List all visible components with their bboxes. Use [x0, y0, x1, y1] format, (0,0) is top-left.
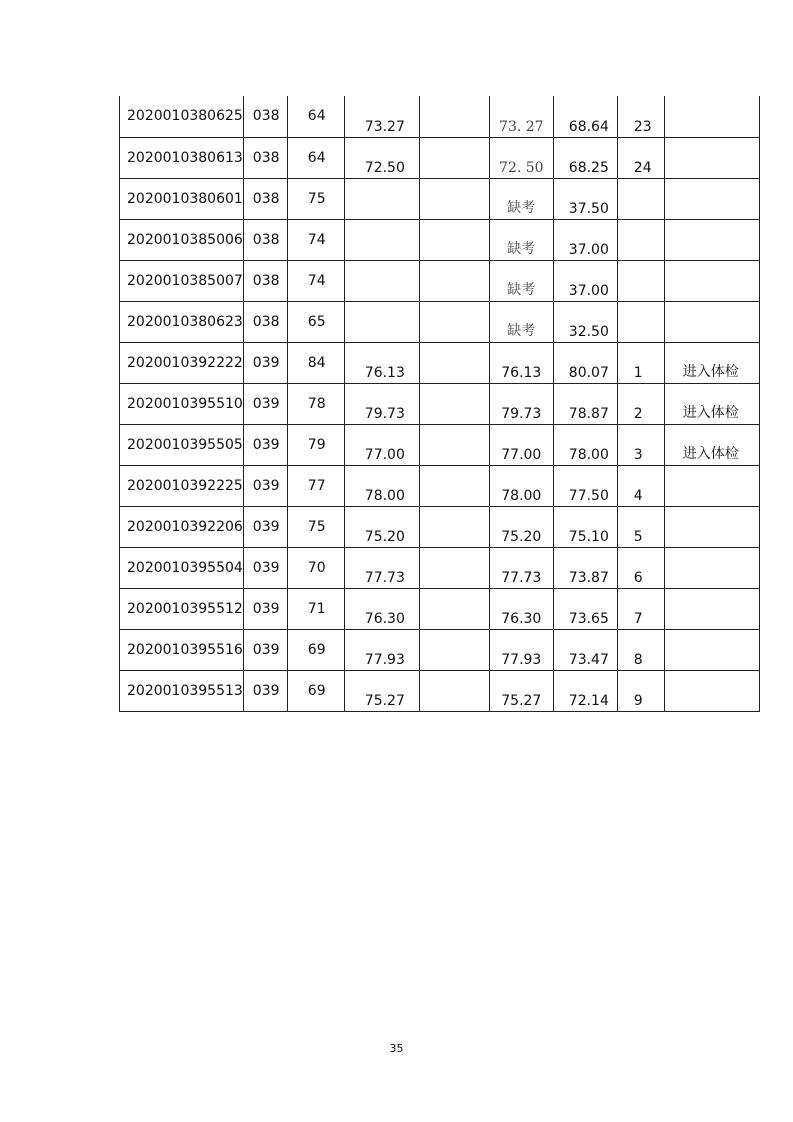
blank-cell — [419, 137, 489, 178]
note-cell — [664, 178, 759, 219]
written-score-cell: 75 — [287, 506, 344, 547]
table-row — [120, 96, 760, 137]
final-interview-score-cell: 缺考 — [489, 178, 553, 219]
rank-cell: 5 — [617, 506, 664, 547]
note-cell — [664, 137, 759, 178]
total-score-cell: 73.65 — [553, 588, 617, 629]
candidate-id-cell: 2020010395516 — [120, 629, 244, 670]
rank-cell: 8 — [617, 629, 664, 670]
rank-cell: 24 — [617, 137, 664, 178]
candidate-id-cell: 2020010395513 — [120, 670, 244, 711]
table-row — [120, 588, 760, 629]
rank-cell: 2 — [617, 383, 664, 424]
final-interview-score-cell: 78.00 — [489, 465, 553, 506]
note-cell: 进入体检 — [664, 424, 759, 465]
interview-score-cell — [344, 301, 419, 342]
final-interview-score-cell: 缺考 — [489, 219, 553, 260]
position-code-cell: 039 — [243, 670, 287, 711]
position-code-cell: 039 — [243, 383, 287, 424]
total-score-cell: 73.87 — [553, 547, 617, 588]
blank-cell — [419, 383, 489, 424]
rank-cell — [617, 260, 664, 301]
total-score-cell: 68.25 — [553, 137, 617, 178]
written-score-cell: 74 — [287, 219, 344, 260]
blank-cell — [419, 588, 489, 629]
blank-cell — [419, 96, 489, 137]
blank-cell — [419, 342, 489, 383]
table-row — [120, 301, 760, 342]
interview-score-cell: 77.73 — [344, 547, 419, 588]
interview-score-cell: 73.27 — [344, 96, 419, 137]
position-code-cell: 038 — [243, 260, 287, 301]
written-score-cell: 79 — [287, 424, 344, 465]
total-score-cell: 37.00 — [553, 260, 617, 301]
total-score-cell: 68.64 — [553, 96, 617, 137]
candidate-id-cell: 2020010392225 — [120, 465, 244, 506]
candidate-id-cell: 2020010395512 — [120, 588, 244, 629]
interview-score-cell: 79.73 — [344, 383, 419, 424]
rank-cell: 3 — [617, 424, 664, 465]
written-score-cell: 70 — [287, 547, 344, 588]
blank-cell — [419, 219, 489, 260]
blank-cell — [419, 670, 489, 711]
position-code-cell: 038 — [243, 219, 287, 260]
note-cell — [664, 670, 759, 711]
position-code-cell: 039 — [243, 342, 287, 383]
interview-score-cell: 76.30 — [344, 588, 419, 629]
note-cell — [664, 506, 759, 547]
position-code-cell: 039 — [243, 629, 287, 670]
blank-cell — [419, 178, 489, 219]
position-code-cell: 038 — [243, 178, 287, 219]
candidate-id-cell: 2020010380601 — [120, 178, 244, 219]
written-score-cell: 69 — [287, 629, 344, 670]
table-row — [120, 178, 760, 219]
interview-score-cell: 75.27 — [344, 670, 419, 711]
final-interview-score-cell: 75.20 — [489, 506, 553, 547]
final-interview-score-cell: 77.00 — [489, 424, 553, 465]
rank-cell: 6 — [617, 547, 664, 588]
note-cell — [664, 629, 759, 670]
position-code-cell: 039 — [243, 588, 287, 629]
total-score-cell: 75.10 — [553, 506, 617, 547]
total-score-cell: 37.00 — [553, 219, 617, 260]
written-score-cell: 64 — [287, 96, 344, 137]
candidate-id-cell: 2020010395505 — [120, 424, 244, 465]
total-score-cell: 72.14 — [553, 670, 617, 711]
total-score-cell: 37.50 — [553, 178, 617, 219]
blank-cell — [419, 301, 489, 342]
score-table — [119, 96, 760, 712]
candidate-id-cell: 2020010380623 — [120, 301, 244, 342]
final-interview-score-cell: 75.27 — [489, 670, 553, 711]
rank-cell: 4 — [617, 465, 664, 506]
final-interview-score-cell: 77.73 — [489, 547, 553, 588]
final-interview-score-cell: 缺考 — [489, 260, 553, 301]
table-row — [120, 260, 760, 301]
final-interview-score-cell: 72. 50 — [489, 137, 553, 178]
rank-cell: 7 — [617, 588, 664, 629]
table-row — [120, 547, 760, 588]
candidate-id-cell: 2020010385007 — [120, 260, 244, 301]
final-interview-score-cell: 79.73 — [489, 383, 553, 424]
blank-cell — [419, 465, 489, 506]
written-score-cell: 77 — [287, 465, 344, 506]
candidate-id-cell: 2020010385006 — [120, 219, 244, 260]
interview-score-cell: 76.13 — [344, 342, 419, 383]
written-score-cell: 75 — [287, 178, 344, 219]
position-code-cell: 038 — [243, 137, 287, 178]
table-row — [120, 424, 760, 465]
position-code-cell: 038 — [243, 96, 287, 137]
table-row — [120, 219, 760, 260]
position-code-cell: 039 — [243, 547, 287, 588]
note-cell: 进入体检 — [664, 342, 759, 383]
total-score-cell: 73.47 — [553, 629, 617, 670]
interview-score-cell: 77.93 — [344, 629, 419, 670]
total-score-cell: 78.87 — [553, 383, 617, 424]
note-cell — [664, 260, 759, 301]
candidate-id-cell: 2020010392206 — [120, 506, 244, 547]
interview-score-cell — [344, 219, 419, 260]
written-score-cell: 71 — [287, 588, 344, 629]
rank-cell: 23 — [617, 96, 664, 137]
candidate-id-cell: 2020010392222 — [120, 342, 244, 383]
blank-cell — [419, 260, 489, 301]
note-cell — [664, 465, 759, 506]
total-score-cell: 77.50 — [553, 465, 617, 506]
page-number: 35 — [389, 1042, 404, 1055]
table-row — [120, 342, 760, 383]
final-interview-score-cell: 76.30 — [489, 588, 553, 629]
written-score-cell: 65 — [287, 301, 344, 342]
rank-cell — [617, 178, 664, 219]
table-row — [120, 465, 760, 506]
position-code-cell: 039 — [243, 465, 287, 506]
interview-score-cell — [344, 260, 419, 301]
rank-cell: 1 — [617, 342, 664, 383]
written-score-cell: 69 — [287, 670, 344, 711]
blank-cell — [419, 424, 489, 465]
final-interview-score-cell: 缺考 — [489, 301, 553, 342]
table-row — [120, 629, 760, 670]
final-interview-score-cell: 77.93 — [489, 629, 553, 670]
candidate-id-cell: 2020010380613 — [120, 137, 244, 178]
note-cell: 进入体检 — [664, 383, 759, 424]
candidate-id-cell: 2020010395510 — [120, 383, 244, 424]
blank-cell — [419, 506, 489, 547]
interview-score-cell: 75.20 — [344, 506, 419, 547]
table-row — [120, 383, 760, 424]
note-cell — [664, 219, 759, 260]
blank-cell — [419, 547, 489, 588]
interview-score-cell: 78.00 — [344, 465, 419, 506]
candidate-id-cell: 2020010395504 — [120, 547, 244, 588]
note-cell — [664, 547, 759, 588]
rank-cell — [617, 219, 664, 260]
rank-cell: 9 — [617, 670, 664, 711]
table-row — [120, 137, 760, 178]
total-score-cell: 80.07 — [553, 342, 617, 383]
total-score-cell: 78.00 — [553, 424, 617, 465]
note-cell — [664, 588, 759, 629]
final-interview-score-cell: 76.13 — [489, 342, 553, 383]
total-score-cell: 32.50 — [553, 301, 617, 342]
interview-score-cell: 77.00 — [344, 424, 419, 465]
rank-cell — [617, 301, 664, 342]
table-row — [120, 670, 760, 711]
interview-score-cell — [344, 178, 419, 219]
note-cell — [664, 301, 759, 342]
note-cell — [664, 96, 759, 137]
position-code-cell: 039 — [243, 506, 287, 547]
interview-score-cell: 72.50 — [344, 137, 419, 178]
written-score-cell: 64 — [287, 137, 344, 178]
table-body — [120, 96, 760, 711]
final-interview-score-cell: 73. 27 — [489, 96, 553, 137]
table-row — [120, 506, 760, 547]
blank-cell — [419, 629, 489, 670]
position-code-cell: 039 — [243, 424, 287, 465]
written-score-cell: 84 — [287, 342, 344, 383]
written-score-cell: 74 — [287, 260, 344, 301]
position-code-cell: 038 — [243, 301, 287, 342]
written-score-cell: 78 — [287, 383, 344, 424]
candidate-id-cell: 2020010380625 — [120, 96, 244, 137]
